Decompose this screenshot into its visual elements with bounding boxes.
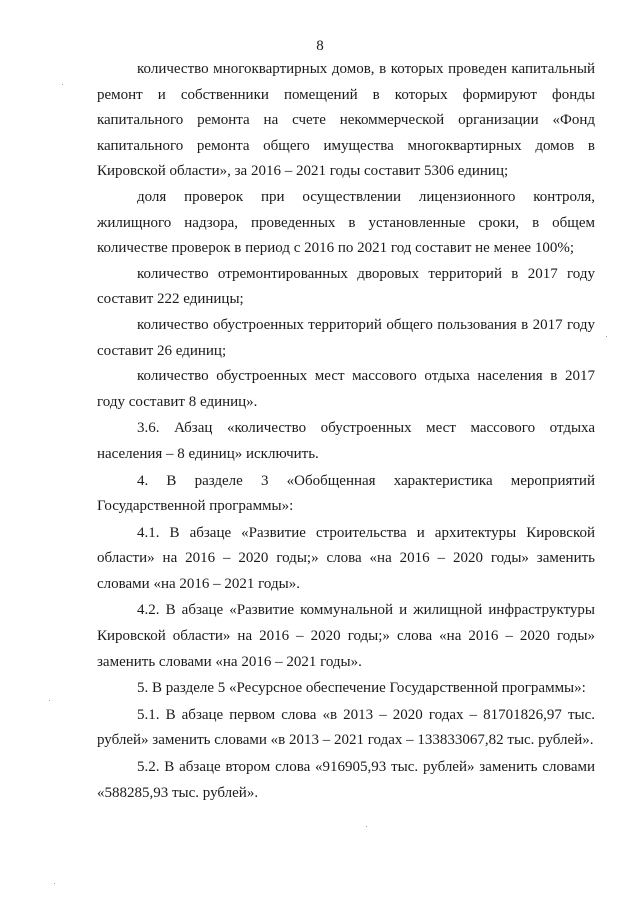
paragraph-4: 4. В разделе 3 «Обобщенная характеристика мероприятий Государственной программы»: [97, 472, 595, 515]
paragraph-4-1: 4.1. В абзаце «Развитие строительства и архитектуры Кировской области» на 2016 – 2020 годы;» слова «на 2016 – 2020 годы» заменить словами «на 2016 – 2021 годы». [97, 524, 595, 592]
scan-speck [606, 336, 607, 337]
page-number: 8 [316, 38, 324, 54]
scan-speck [366, 826, 367, 827]
paragraph-yard-territories: количество отремонтированных дворовых территорий в 2017 году составит 222 единицы; [97, 265, 595, 308]
paragraph-apartment-buildings-repair: количество многоквартирных домов, в которых проведен капитальный ремонт и собственники помещений в которых формируют фонды капитального ремонта на счете некоммерческой организации «Фонд капитального ремонта общего имущества многоквартирных домов в Кировской области», за 2016 – 2021 годы составит 5306 единиц; [97, 61, 595, 180]
paragraph-4-2: 4.2. В абзаце «Развитие коммунальной и жилищной инфраструктуры Кировской области» на 2016 – 2020 годы;» слова «на 2016 – 2020 годы» заменить словами «на 2016 – 2021 годы». [97, 602, 595, 670]
paragraph-5-1: 5.1. В абзаце первом слова «в 2013 – 2020 годах – 81701826,97 тыс. рублей» заменить словами «в 2013 – 2021 годах – 133833067,82 тыс. рублей». [97, 706, 595, 749]
paragraph-3-6: 3.6. Абзац «количество обустроенных мест массового отдыха населения – 8 единиц» исключить. [97, 420, 595, 462]
scan-speck [49, 700, 50, 701]
paragraph-inspections-share: доля проверок при осуществлении лицензионного контроля, жилищного надзора, проведенных в установленные сроки, в общем количестве проверок в период с 2016 по 2021 год составит не менее 100%; [97, 188, 595, 257]
scan-speck [62, 84, 63, 85]
paragraph-5: 5. В разделе 5 «Ресурсное обеспечение Государственной программы»: [137, 680, 586, 697]
paragraph-recreation-places: количество обустроенных мест массового отдыха населения в 2017 году составит 8 единиц». [97, 368, 595, 410]
scan-speck [54, 883, 55, 884]
paragraph-public-territories: количество обустроенных территорий общего пользования в 2017 году составит 26 единиц; [97, 316, 595, 359]
paragraph-5-2: 5.2. В абзаце втором слова «916905,93 тыс. рублей» заменить словами «588285,93 тыс. рублей». [97, 759, 595, 801]
document-body [97, 57, 595, 806]
